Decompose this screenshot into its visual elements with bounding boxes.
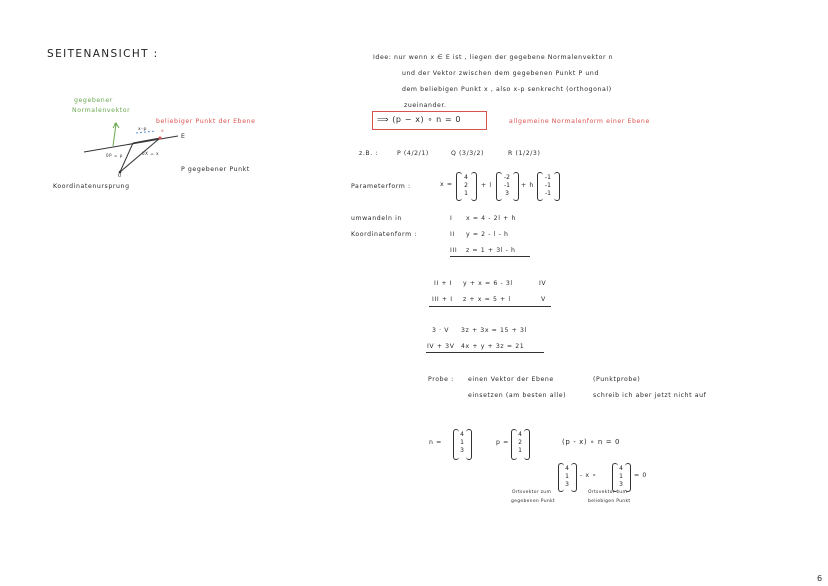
support-vector: 4 2 1 [464,174,468,197]
check-equation: (p - x) ∘ n = 0 [562,438,621,446]
step4-label: IV + 3V [427,343,455,350]
step2-num: V [541,296,546,303]
n-vector: 4 1 3 [460,431,464,454]
point-p: P (4/2/1) [397,150,429,157]
probe-line-2: einsetzen (am besten alle) [468,392,567,399]
direction-vector-2: -1 -1 -1 [545,174,551,197]
plus-h: + h [521,182,534,189]
label-given-point: P gegebener Punkt [181,166,250,173]
page-number: 6 [817,574,823,583]
eq2-num: II [450,231,455,238]
eq1: x = 4 - 2l + h [466,215,516,222]
step1-label: II + I [434,280,453,287]
step3: 3z + 3x = 15 + 3l [461,327,527,334]
eq2: y = 2 - l - h [466,231,509,238]
normal-form-label: allgemeine Normalenform einer Ebene [509,118,650,125]
probe-label: Probe : [428,376,454,383]
note-2a: Ortsvektor zum [588,490,628,495]
step2: z + x = 5 + l [463,296,511,303]
n-paren-right [466,429,472,460]
page-title: SEITENANSICHT : [47,48,159,60]
check-vector-1: 4 1 3 [565,465,569,488]
label-arbitrary-point: beliebiger Punkt der Ebene [156,118,256,125]
steps-underline-2 [426,352,544,353]
label-x-minus-p: x-p [138,127,147,132]
point-r: R (1/2/3) [508,150,541,157]
note-1b: gegebenen Punkt [511,499,555,504]
step2-label: III + I [432,296,453,303]
direction-vector-1: -2 -1 3 [504,174,510,197]
point-q: Q (3/3/2) [451,150,485,157]
eq-underline [450,256,530,257]
label-normal-line2: Normalenvektor [72,107,131,114]
normal-form-formula: ⟹ (p − x) ∘ n = 0 [377,115,462,124]
eq3: z = 1 + 3l - h [466,247,516,254]
step1-num: IV [539,280,547,287]
step1: y + x = 6 - 3l [463,280,513,287]
p-vector: 4 2 1 [518,431,522,454]
label-origin: Koordinatenursprung [53,183,130,190]
example-label: z.B. : [359,150,379,157]
param-form-label: Parameterform : [351,183,411,190]
plus-l: + l [481,182,492,189]
note-2b: beliebigen Punkt [588,499,631,504]
p-label: p = [496,439,509,446]
idea-line-1: Idee: nur wenn x ∈ E ist , liegen der gegebene Normalenvektor n [373,54,614,61]
probe-paren: (Punktprobe) [593,376,641,383]
vec3-paren-right [554,172,560,201]
eq1-num: I [450,215,453,222]
p-paren-right [524,429,530,460]
convert-line-2: Koordinatenform : [351,231,417,238]
label-x: x [161,129,165,134]
convert-line-1: umwandeln in [351,215,402,222]
idea-line-3: dem beliebigen Punkt x , also x-p senkrecht (orthogonal) [402,86,612,93]
label-0p: 0P = p [106,153,123,158]
step4: 4x + y + 3z = 21 [461,343,525,350]
vec1-paren-right [471,172,477,201]
check-vec2-paren-right [625,463,631,492]
n-label: n = [429,439,442,446]
label-o: 0 [118,173,122,179]
label-n: n [114,122,118,128]
label-normal-line1: gegebener [74,97,113,104]
label-0x: 0X = x [142,151,160,156]
label-plane-e: E [181,133,186,140]
idea-line-4: zueinander. [404,102,447,109]
steps-underline-1 [429,306,551,307]
eq3-num: III [450,247,458,254]
check-vector-2: 4 1 3 [619,465,623,488]
check-end: = 0 [634,472,647,479]
vec2-paren-right [513,172,519,201]
step3-label: 3 · V [432,327,450,334]
param-x-label: x = [440,181,453,188]
check-mid: - x ∘ [580,472,597,479]
probe-line-3: schreib ich aber jetzt nicht auf [593,392,707,399]
probe-line-1: einen Vektor der Ebene [468,376,554,383]
check-vec1-paren-right [571,463,577,492]
idea-line-2: und der Vektor zwischen dem gegebenen Punkt P und [402,70,599,77]
note-1a: Ortsvektor zum [512,490,552,495]
